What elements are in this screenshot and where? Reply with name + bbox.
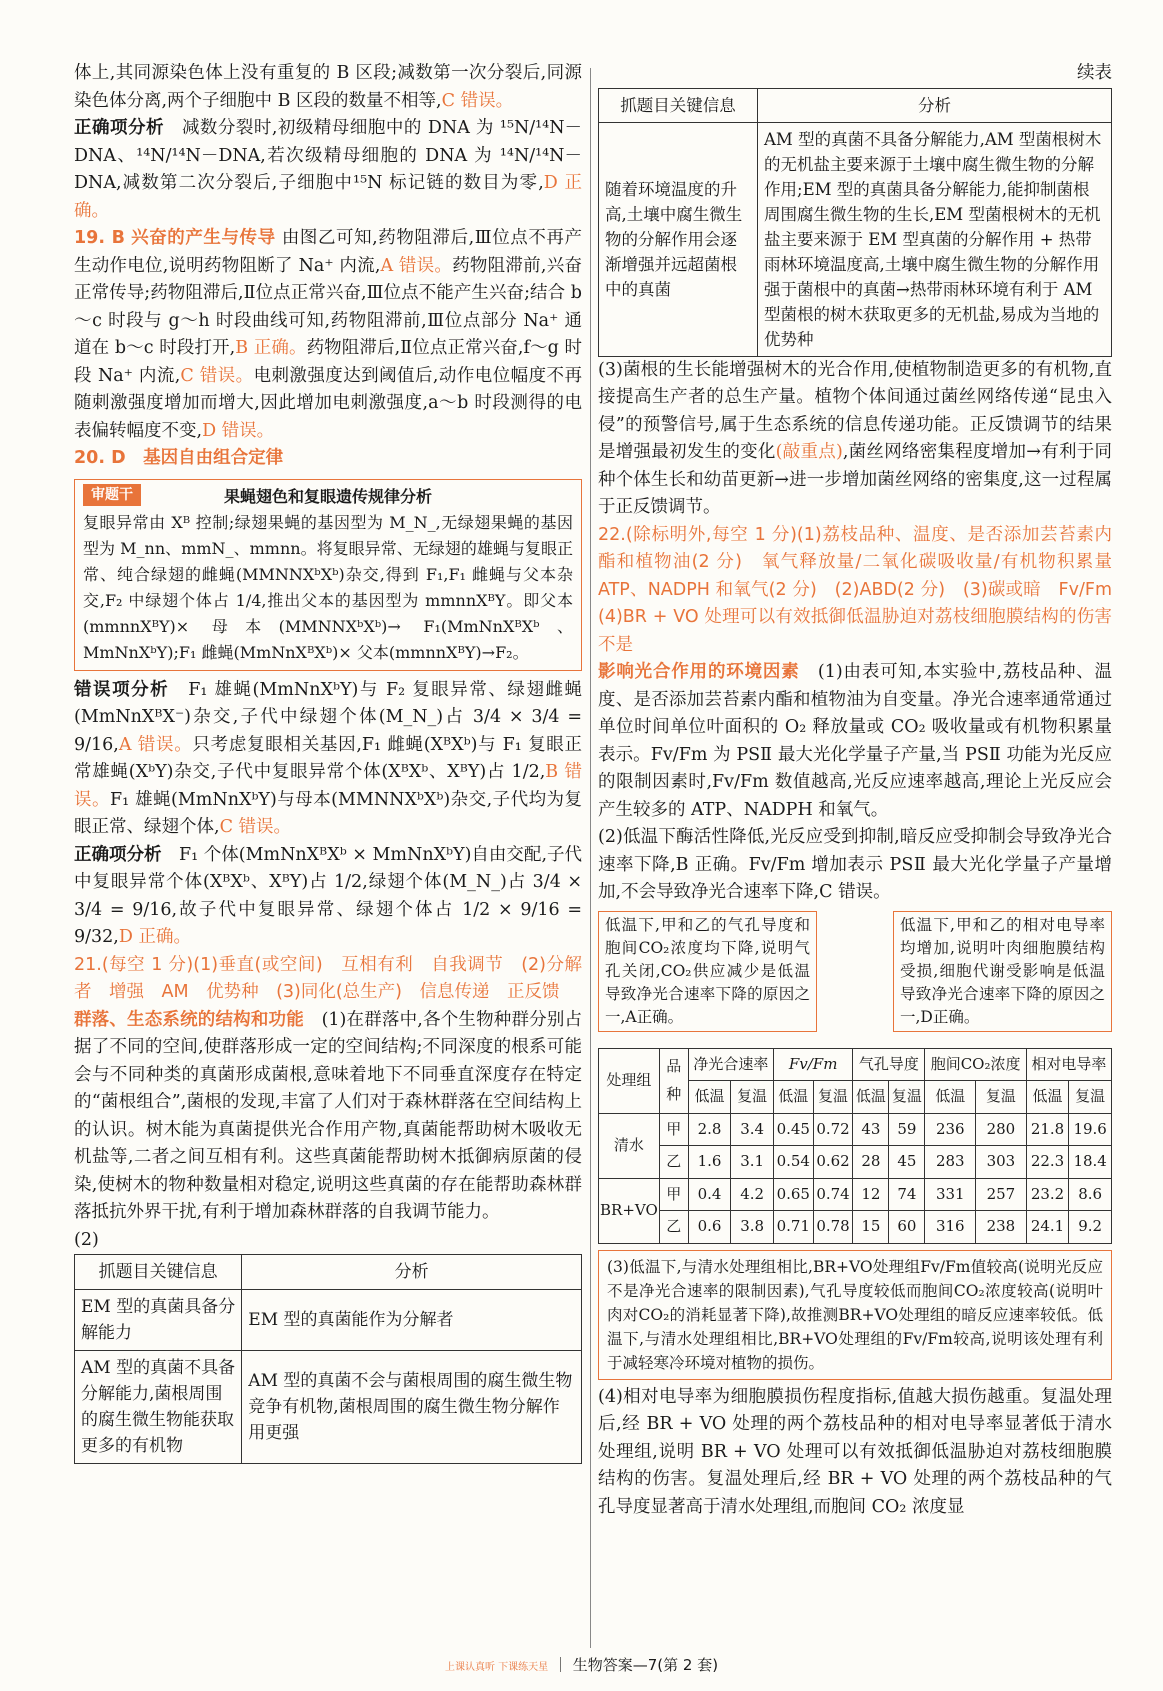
paragraph: 体上,其同源染色体上没有重复的 B 区段;减数第一次分裂后,同源染色体分离,两个子细胞中 B 区段的数量不相等,C 错误。 bbox=[74, 63, 582, 111]
table-cell: 0.78 bbox=[813, 1211, 853, 1244]
table-cell: 品种 bbox=[659, 1048, 688, 1113]
table-cell: 24.1 bbox=[1026, 1211, 1069, 1244]
table-cell: 19.6 bbox=[1069, 1113, 1112, 1146]
table-row bbox=[599, 1146, 1112, 1179]
table-cell: EM 型的真菌能作为分解者 bbox=[242, 1290, 582, 1351]
table-cell: 21.8 bbox=[1026, 1113, 1069, 1146]
page-label: 生物答案—7(第 2 套) bbox=[572, 1656, 719, 1674]
table-cell: 236 bbox=[925, 1113, 976, 1146]
table-cell: 0.72 bbox=[813, 1113, 853, 1146]
table-cell: 低温 bbox=[853, 1081, 889, 1114]
table-cell: 45 bbox=[889, 1146, 925, 1179]
table-cell: 43 bbox=[853, 1113, 889, 1146]
paragraph: 错误项分析 F₁ 雄蝇(MmNnXᵇY)与 F₂ 复眼异常、绿翅雌蝇(MmNnXᴮX⁻)杂交,子代中绿翅个体(M_N_)占 3/4 × 3/4 = 9/16,A 错误。只考虑复眼相关基因,F₁ 雌蝇(XᴮXᵇ)与 F₁ 复眼正常雄蝇(XᵇY)杂交,子代中复眼异常个体(XᴮXᵇ、XᴮY)占 1/2,B 错误。F₁ 雄蝇(MmNnXᵇY)与母本(MMNNXᵇXᵇ)杂交,子代均为复眼正常、绿翅个体,C 错误。 bbox=[74, 679, 583, 837]
left-column bbox=[74, 60, 582, 1464]
table-cell: 甲 bbox=[659, 1178, 688, 1211]
table-cell: 乙 bbox=[659, 1211, 688, 1244]
table-cell: 12 bbox=[853, 1178, 889, 1211]
logo-text: 上课认真听 下课练天星 bbox=[444, 1662, 549, 1673]
table-cell: 238 bbox=[976, 1211, 1027, 1244]
q19-answer: 19. B 兴奋的产生与传导 由图乙可知,药物阻滞后,Ⅲ位点不再产生动作电位,说明药物阻断了 Na⁺ 内流,A 错误。药物阻滞前,兴奋正常传导;药物阻滞后,Ⅱ位点正常兴奋,Ⅲ位点不能产生兴奋;结合 b～c 时段与 g～h 时段曲线可知,药物阻滞前,Ⅲ位点部分 Na⁺ 通道在 b～c 时段打开,B 正确。药物阻滞后,Ⅱ位点正常兴奋,f～g 时段 Na⁺ 内流,C 错误。电刺激强度达到阈值后,动作电位幅度不再随刺激强度增加而增大,因此增加电刺激强度,a～b 时段测得的电表偏转幅度不变,D 错误。 bbox=[74, 228, 582, 441]
key-info-table-continued: 抓题目关键信息 分析 随着环境温度的升高,土壤中腐生微生物的分解作用会逐渐增强并远超菌根中的真菌 AM 型的真菌不具备分解能力,AM 型菌根树木的无机盐主要来源于土壤中腐生微生物的分解作用;EM 型的真菌具备分解能力,能抑制菌根周围腐生微生物的生长,EM 型菌根树木的无机盐主要来源于 EM 型真菌的分解作用 + 热带雨林环境温度高,土壤中腐生微生物的分解作用强于菌根中的真菌→热带雨林环境有利于 AM 型菌根的树木获取更多的无机盐,易成为当地的优势种 bbox=[598, 88, 1112, 357]
q21-heading: 21.(每空 1 分)(1)垂直(或空间) 互相有利 自我调节 (2)分解者 增强 AM 优势种 (3)同化(总生产) 信息传递 正反馈 bbox=[74, 954, 582, 1002]
table-cell: 9.2 bbox=[1069, 1211, 1112, 1244]
table-row bbox=[599, 1211, 1112, 1244]
note-a: 低温下,甲和乙的气孔导度和胞间CO₂浓度均下降,说明气孔关闭,CO₂供应减少是低温导致净光合速率下降的原因之一,A正确。 bbox=[598, 911, 817, 1032]
paragraph: 影响光合作用的环境因素 (1)由表可知,本实验中,荔枝品种、温度、是否添加芸苔素内酯和植物油为自变量。净光合速率通常通过单位时间单位叶面积的 O₂ 释放量或 CO₂ 吸收量或有机物积累量表示。Fv/Fm 为 PSⅡ 最大光化学量子产量,当 PSⅡ 功能为光反应的限制因素时,Fv/Fm 数值越高,光反应速率越高,理论上光反应会产生较多的 ATP、NADPH 和氧气。 bbox=[598, 662, 1113, 820]
table-cell: 3.8 bbox=[731, 1211, 774, 1244]
table-cell: 22.3 bbox=[1026, 1146, 1069, 1179]
table-cell: 303 bbox=[976, 1146, 1027, 1179]
table-cell: 复温 bbox=[976, 1081, 1027, 1114]
table-cell: 相对电导率 bbox=[1026, 1048, 1111, 1081]
paragraph: 正确项分析 F₁ 个体(MmNnXᴮXᵇ × MmNnXᵇY)自由交配,子代中复眼异常个体(XᴮXᵇ、XᴮY)占 1/2,绿翅个体(M_N_)占 3/4 × 3/4 = 9/16,故子代中复眼异常、绿翅个体占 1/2 × 9/16 = 9/32,D 正确。 bbox=[74, 844, 583, 947]
table-cell: 316 bbox=[925, 1211, 976, 1244]
paragraph: (2) bbox=[74, 1229, 99, 1250]
page-footer: 上课认真听 下课练天星 ｜ 生物答案—7(第 2 套) bbox=[444, 1656, 719, 1674]
table-cell: 胞间CO₂浓度 bbox=[925, 1048, 1026, 1081]
note-row bbox=[598, 911, 1112, 1032]
key-info-table: 抓题目关键信息 分析 EM 型的真菌具备分解能力 EM 型的真菌能作为分解者 AM 型的真菌不具备分解能力,菌根周围的腐生微生物能获取更多的有机物 AM 型的真菌不会与菌根周围的腐生微生物竞争有机物,菌根周围的腐生微生物分解作用更强 bbox=[74, 1254, 582, 1464]
table-row bbox=[599, 1113, 1112, 1146]
table-cell: AM 型的真菌不会与菌根周围的腐生微生物竞争有机物,菌根周围的腐生微生物分解作用更强 bbox=[242, 1351, 582, 1464]
paragraph: (3)菌根的生长能增强树木的光合作用,使植物制造更多的有机物,直接提高生产者的总生产量。植物个体间通过菌丝网络传递“昆虫入侵”的预警信号,属于生态系统的信息传递功能。正反馈调节的结果是增强最初发生的变化(敲重点),菌丝网络密集程度增加→有利于同种个体生长和幼苗更新→进一步增加菌丝网络的密集度,这一过程属于正反馈调节。 bbox=[598, 359, 1113, 517]
table-cell: 净光合速率 bbox=[688, 1048, 773, 1081]
right-column bbox=[598, 60, 1130, 1521]
table-cell: 18.4 bbox=[1069, 1146, 1112, 1179]
table-cell: 3.4 bbox=[731, 1113, 774, 1146]
table-cell: 复温 bbox=[813, 1081, 853, 1114]
table-cell: 0.71 bbox=[773, 1211, 813, 1244]
table-cell: 低温 bbox=[773, 1081, 813, 1114]
table-cell: 0.65 bbox=[773, 1178, 813, 1211]
paragraph: 群落、生态系统的结构和功能 (1)在群落中,各个生物种群分别占据了不同的空间,使群落形成一定的空间结构;不同深度的根系可能会与不同种类的真菌形成菌根,意味着地下不同垂直深度存在特定的“菌根组合”,菌根的发现,丰富了人们对于森林群落在空间结构上的认识。树木能为真菌提供光合作用产物,真菌能帮助树木吸收无机盐等,二者之间互相有利。这些真菌能帮助树木抵御病原菌的侵染,使树木的物种数量相对稳定,说明这些真菌的存在能帮助森林群落抵抗外界干扰,有利于增加森林群落的自我调节能力。 bbox=[74, 1009, 582, 1222]
table-cell: 0.4 bbox=[688, 1178, 731, 1211]
table-cell: 0.54 bbox=[773, 1146, 813, 1179]
table-cell: 随着环境温度的升高,土壤中腐生微生物的分解作用会逐渐增强并远超菌根中的真菌 bbox=[599, 122, 758, 356]
paragraph: (4)相对电导率为细胞膜损伤程度指标,值越大损伤越重。复温处理后,经 BR + VO 处理的两个荔枝品种的相对电导率显著低于清水处理组,说明 BR + VO 处理可以有效抵御低温胁迫对荔枝细胞膜结构的伤害。复温处理后,经 BR + VO 处理的两个荔枝品种的气孔导度显著高于清水处理组,而胞间 CO₂ 浓度显 bbox=[598, 1386, 1112, 1517]
table-cell: 复温 bbox=[1069, 1081, 1112, 1114]
table-cell: 甲 bbox=[659, 1113, 688, 1146]
table-cell: AM 型的真菌不具备分解能力,AM 型菌根树木的无机盐主要来源于土壤中腐生微生物的分解作用;EM 型的真菌具备分解能力,能抑制菌根周围腐生微生物的生长,EM 型菌根树木的无机盐主要来源于 EM 型真菌的分解作用 + 热带雨林环境温度高,土壤中腐生微生物的分解作用强于菌根中的真菌→热带雨林环境有利于 AM 型菌根的树木获取更多的无机盐,易成为当地的优势种 bbox=[758, 122, 1112, 356]
table-cell: 74 bbox=[889, 1178, 925, 1211]
table-cell: 283 bbox=[925, 1146, 976, 1179]
table-cell: 0.62 bbox=[813, 1146, 853, 1179]
table-cell: EM 型的真菌具备分解能力 bbox=[75, 1290, 242, 1351]
analysis-box bbox=[74, 479, 582, 671]
table-cell: 低温 bbox=[688, 1081, 731, 1114]
table-cell: BR+VO bbox=[599, 1178, 660, 1243]
note-3: (3)低温下,与清水处理组相比,BR+VO处理组Fv/Fm值较高(说明光反应不是净光合速率的限制因素),气孔导度较低而胞间CO₂浓度较高(说明叶肉对CO₂的消耗显著下降),故推测BR+VO处理组的暗反应速率较低。低温下,与清水处理组相比,BR+VO处理组的Fv/Fm较高,说明该处理有利于减轻寒冷环境对植物的损伤。 bbox=[598, 1250, 1112, 1380]
table-cell: 280 bbox=[976, 1113, 1027, 1146]
table-cell: 复温 bbox=[731, 1081, 774, 1114]
table-cell: AM 型的真菌不具备分解能力,菌根周围的腐生微生物能获取更多的有机物 bbox=[75, 1351, 242, 1464]
continued-label: 续表 bbox=[1077, 63, 1112, 83]
table-cell: 60 bbox=[889, 1211, 925, 1244]
table-cell: 331 bbox=[925, 1178, 976, 1211]
column-divider bbox=[590, 68, 591, 1648]
table-cell: 15 bbox=[853, 1211, 889, 1244]
table-cell: 0.74 bbox=[813, 1178, 853, 1211]
paragraph: 正确项分析 减数分裂时,初级精母细胞中的 DNA 为 ¹⁵N/¹⁴N－DNA、¹⁴N/¹⁴N－DNA,若次级精母细胞的 DNA 为 ¹⁴N/¹⁴N－DNA,减数第二次分裂后,子细胞中¹⁵N 标记链的数目为零,D 正确。 bbox=[74, 118, 583, 221]
table-cell: 8.6 bbox=[1069, 1178, 1112, 1211]
table-cell: 0.6 bbox=[688, 1211, 731, 1244]
table-cell: 28 bbox=[853, 1146, 889, 1179]
pencil-tag-icon: 审题干 bbox=[83, 484, 141, 506]
table-cell: 23.2 bbox=[1026, 1178, 1069, 1211]
table-cell: 处理组 bbox=[599, 1048, 660, 1113]
table-cell: 低温 bbox=[1026, 1081, 1069, 1114]
table-cell: 3.1 bbox=[731, 1146, 774, 1179]
table-cell: 复温 bbox=[889, 1081, 925, 1114]
table-cell: 气孔导度 bbox=[853, 1048, 925, 1081]
table-cell: 4.2 bbox=[731, 1178, 774, 1211]
table-cell: 乙 bbox=[659, 1146, 688, 1179]
q22-heading: 22.(除标明外,每空 1 分)(1)荔枝品种、温度、是否添加芸苔素内酯和植物油(2 分) 氧气释放量/二氧化碳吸收量/有机物积累量 ATP、NADPH 和氧气(2 分) (2)ABD(2 分) (3)碳或暗 Fv/Fm (4)BR + VO 处理可以有效抵御低温胁迫对荔枝细胞膜结构的伤害 不是 bbox=[598, 524, 1130, 655]
table-cell: 1.6 bbox=[688, 1146, 731, 1179]
table-cell: 低温 bbox=[925, 1081, 976, 1114]
table-cell: 257 bbox=[976, 1178, 1027, 1211]
table-cell: 清水 bbox=[599, 1113, 660, 1178]
box-text: 复眼异常由 Xᴮ 控制;绿翅果蝇的基因型为 M_N_,无绿翅果蝇的基因型为 M_nn、mmN_、mmnn。将复眼异常、无绿翅的雄蝇与复眼正常、纯合绿翅的雌蝇(MMNNXᵇXᵇ)杂交,得到 F₁,F₁ 雌蝇与父本杂交,F₂ 中绿翅个体占 1/4,推出父本的基因型为 mmnnXᴮY。即父本(mmnnXᴮY)× 母本(MMNNXᵇXᵇ)→ F₁(MmNnXᴮXᵇ、MmNnXᵇY);F₁ 雌蝇(MmNnXᴮXᵇ)× 父本(mmnnXᴮY)→F₂。 bbox=[83, 512, 573, 662]
box-title: 果蝇翅色和复眼遗传规律分析 bbox=[223, 486, 432, 506]
table-cell: Fv/Fm bbox=[773, 1048, 852, 1081]
q20-heading: 20. D 基因自由组合定律 bbox=[74, 448, 284, 468]
table-cell: 0.45 bbox=[773, 1113, 813, 1146]
table-cell: 2.8 bbox=[688, 1113, 731, 1146]
note-d: 低温下,甲和乙的相对电导率均增加,说明叶肉细胞膜结构受损,细胞代谢受影响是低温导致净光合速率下降的原因之一,D正确。 bbox=[893, 911, 1112, 1032]
paragraph: (2)低温下酶活性降低,光反应受到抑制,暗反应受抑制会导致净光合速率下降,B 正确。Fv/Fm 增加表示 PSⅡ 最大光化学量子产量增加,不会导致净光合速率下降,C 错误。 bbox=[598, 827, 1112, 902]
data-table bbox=[598, 1048, 1112, 1244]
table-row bbox=[599, 1178, 1112, 1211]
table-cell: 59 bbox=[889, 1113, 925, 1146]
